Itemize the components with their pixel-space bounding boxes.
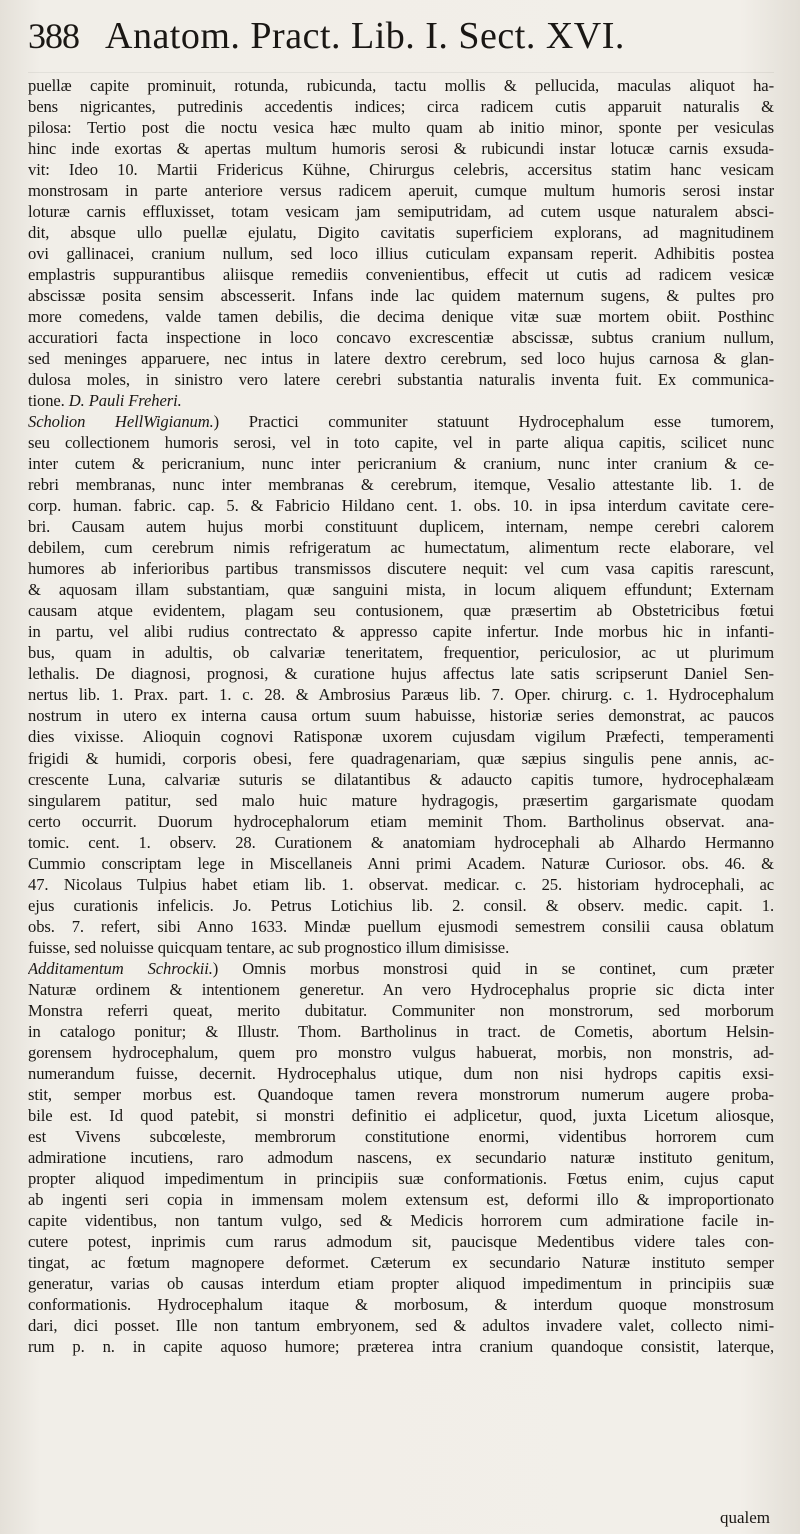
- text-line: loturæ carnis effluxisset, totam vesicam jam semiputridam, ad cutem usque naturalem absci-: [28, 202, 774, 222]
- text-line: ovi gallinacei, cranium nullum, sed loco illius cuticulam expansam reperit. Adhibitis postea: [28, 244, 774, 264]
- text-line: debilem, cum cerebrum nimis refrigeratum ac humectatum, alimentum recte elaborare, vel: [28, 538, 774, 558]
- text-line: est Vivens subcœleste, membrorum constitutione enormi, videntibus horrorem cum: [28, 1126, 774, 1146]
- text-line: tingat, ac fœtum magnopere deformet. Cæterum ex secundario Naturæ instituto semper: [28, 1252, 774, 1272]
- text-line: rum p. n. in capite aquoso humore; præterea intra cranium quandoque consistit, laterque,: [28, 1336, 774, 1356]
- text-line: lethalis. De diagnosi, prognosi, & curatione hujus affectus late satis scripserunt Daniel Sen-: [28, 664, 774, 684]
- text-line: rebri membranas, nunc inter membranas & cerebrum, itemque, Vesalio attestante lib. 1. de: [28, 475, 774, 495]
- page-header: [28, 14, 774, 73]
- text-line: abscissæ posita sensim abscesserit. Infans inde lac quidem maternum sugens, & pultes pro: [28, 286, 774, 306]
- text-line: emplastris suppurantibus aliisque remediis convenientibus, effecit ut cutis ad radicem vesicæ: [28, 265, 774, 285]
- text-line: accuratiori facta inspectione in loco concavo excrescentiæ abscissæ, subtus cranium nullum,: [28, 328, 774, 348]
- text-line: gorensem hydrocephalum, quem pro monstro vulgus habuerat, morbis, non monstris, ad-: [28, 1042, 774, 1062]
- text-line: bens nigricantes, putredinis accedentis indices; circa radicem cutis apparuit naturalis &: [28, 97, 774, 117]
- text-line: nertus lib. 1. Prax. part. 1. c. 28. & Ambrosius Paræus lib. 7. Oper. chirurg. c. 1. Hydrocephalum: [28, 685, 774, 705]
- body-text: [28, 75, 774, 1357]
- text-line: humores ab inferioribus partibus transmissos discutere nequit: vel cum vasa capitis rarescunt,: [28, 559, 774, 579]
- page-number: 388: [28, 16, 79, 56]
- text-line: crescente Luna, calvariæ suturis se dilatantibus & adaucto capitis tumore, hydrocephalæam: [28, 769, 774, 789]
- text-line: Cummio conscriptam lege in Miscellaneis Anni primi Academ. Naturæ Curiosor. obs. 46. &: [28, 853, 774, 873]
- text-line: seu collectionem humoris serosi, vel in toto capite, vel in parte aliqua capitis, scilicet nunc: [28, 433, 774, 453]
- text-line: more comedens, valde tamen debilis, die decima denique vitæ suæ mortem obiit. Posthinc: [28, 307, 774, 327]
- catchword: qualem: [719, 1508, 770, 1527]
- text-line: tione. D. Pauli Freheri.: [28, 391, 182, 411]
- text-line: Scholion HellWigianum.) Practici communiter statuunt Hydrocephalum esse tumorem,: [28, 412, 774, 432]
- text-line: Additamentum Schrockii.) Omnis morbus monstrosi quid in se continet, cum præter: [28, 958, 774, 978]
- text-line: tomic. cent. 1. observ. 28. Curationem & anatomiam hydrocephali ab Alhardo Hermanno: [28, 832, 774, 852]
- text-line: nostrum in utero ex interna causa ortum suum habuisse, historiæ series demonstrat, ac paucos: [28, 706, 774, 726]
- text-line: ab ingenti seri copia in immensam molem extensum est, deformi illo & improportionato: [28, 1189, 774, 1209]
- text-line: pilosa: Tertio post die noctu vesica hæc multo quam ab initio minor, sponte per vesiculas: [28, 118, 774, 138]
- text-line: generatur, varias ob causas interdum etiam propter aliquod impedimentum in principiis suæ: [28, 1273, 774, 1293]
- text-line: Monstra referri queat, merito dubitatur. Communiter non monstrorum, sed morborum: [28, 1000, 774, 1020]
- text-line: dulosa moles, in sinistro vero latere cerebri substantia naturalis inventa fuit. Ex communica-: [28, 370, 774, 390]
- text-line: certo occurrit. Duorum hydrocephalorum etiam meminit Thom. Bartholinus observat. ana-: [28, 811, 774, 831]
- text-line: corp. human. fabric. cap. 5. & Fabricio Hildano cent. 1. obs. 10. in ipsa interdum cavitate cere-: [28, 496, 774, 516]
- text-line: dari, dici posset. Ille non tantum embryonem, sed & adultos invadere valet, collecto nimi-: [28, 1315, 774, 1335]
- running-title: Anatom. Pract. Lib. I. Sect. XVI.: [105, 15, 625, 57]
- text-line: singularem patitur, sed malo huic mature hydragogis, præsertim gargarismate quodam: [28, 790, 774, 810]
- text-line: puellæ capite prominuit, rotunda, rubicunda, tactu mollis & pellucida, maculas aliquot ha-: [28, 76, 774, 95]
- text-line: dit, absque ullo puellæ ejulatu, Digito cavitatis superficiem explorans, ad magnitudinem: [28, 223, 774, 243]
- text-line: hinc inde exortas & apertas multum humoris serosi & rubicundi instar lotucæ carnis exsuda-: [28, 139, 774, 159]
- text-line: bus, quam in adultis, ob calvariæ teneritatem, frequentior, periculosior, ac ut plurimum: [28, 643, 774, 663]
- text-line: obs. 7. refert, sibi Anno 1633. Mindæ puellum ejusmodi semestrem consilii causa oblatum: [28, 916, 774, 936]
- text-line: in partu, vel alibi rudius contrectato & appresso capite infertur. Inde morbus hic in infanti-: [28, 622, 774, 642]
- text-line: stit, semper morbus est. Quandoque tamen revera monstrorum numerum augere proba-: [28, 1084, 774, 1104]
- text-line: vit: Ideo 10. Martii Fridericus Kühne, Chirurgus celebris, accersitus statim hanc vesicam: [28, 160, 774, 180]
- text-line: frigidi & humidi, corporis obesi, fere quadragenariam, quæ sæpius singulis pene annis, ac-: [28, 748, 774, 768]
- text-line: capite videntibus, non tantum vulgo, sed & Medicis horrorem cum admiratione facile in-: [28, 1210, 774, 1230]
- text-line: ejus curationis infelicis. Jo. Petrus Lotichius lib. 2. consil. & observ. medic. capit. 1.: [28, 895, 774, 915]
- text-line: bri. Causam autem hujus morbi constituunt duplicem, internam, nempe cerebri calorem: [28, 517, 774, 537]
- text-line: causam atque evidentem, plagam seu contusionem, quæ præsertim ab Obstetricibus fœtui: [28, 601, 774, 621]
- text-line: fuisse, sed noluisse quicquam tentare, ac sub prognostico illum dimisisse.: [28, 937, 510, 957]
- text-line: bile est. Id quod patebit, si monstri definitio ei adplicetur, quod, juxta Licetum aliosque,: [28, 1105, 774, 1125]
- text-line: sed meninges apparuere, nec intus in latere dextro cerebrum, sed loco hujus carnosa & glan-: [28, 349, 774, 369]
- text-line: & aquosam illam substantiam, quæ sanguini mista, in locum aliquem effundunt; Externam: [28, 580, 774, 600]
- text-line: admiratione incutiens, raro admodum nascens, ex secundario naturæ instituto genitum,: [28, 1147, 774, 1167]
- text-line: 47. Nicolaus Tulpius habet etiam lib. 1. observat. medicar. c. 25. historiam hydrocephali, ac: [28, 874, 774, 894]
- text-line: in catalogo ponitur; & Illustr. Thom. Bartholinus in tract. de Cometis, abortum Helsin-: [28, 1021, 774, 1041]
- text-line: propter aliquod impedimentum in principiis suæ conformationis. Fœtus enim, cujus caput: [28, 1168, 774, 1188]
- text-line: dies vixisse. Alioquin cognovi Ratisponæ uxorem cujusdam vigilum Præfecti, temperamenti: [28, 727, 774, 747]
- text-line: cutere potest, inprimis cum rarus admodum sit, paucisque Medentibus videre tales con-: [28, 1231, 774, 1251]
- text-line: inter cutem & pericranium, nunc inter pericranium & cranium, nunc inter cranium & ce-: [28, 454, 774, 474]
- text-line: conformationis. Hydrocephalum itaque & morbosum, & interdum quoque monstrosum: [28, 1294, 774, 1314]
- text-line: Naturæ ordinem & intentionem generetur. An vero Hydrocephalus proprie sic dicta inter: [28, 979, 774, 999]
- text-line: monstrosam in parte anteriore versus radicem aperuit, cumque multum humoris serosi instar: [28, 181, 774, 201]
- text-line: numerandum fuisse, decernit. Hydrocephalus utique, dum non nisi hydrops capitis exsi-: [28, 1063, 774, 1083]
